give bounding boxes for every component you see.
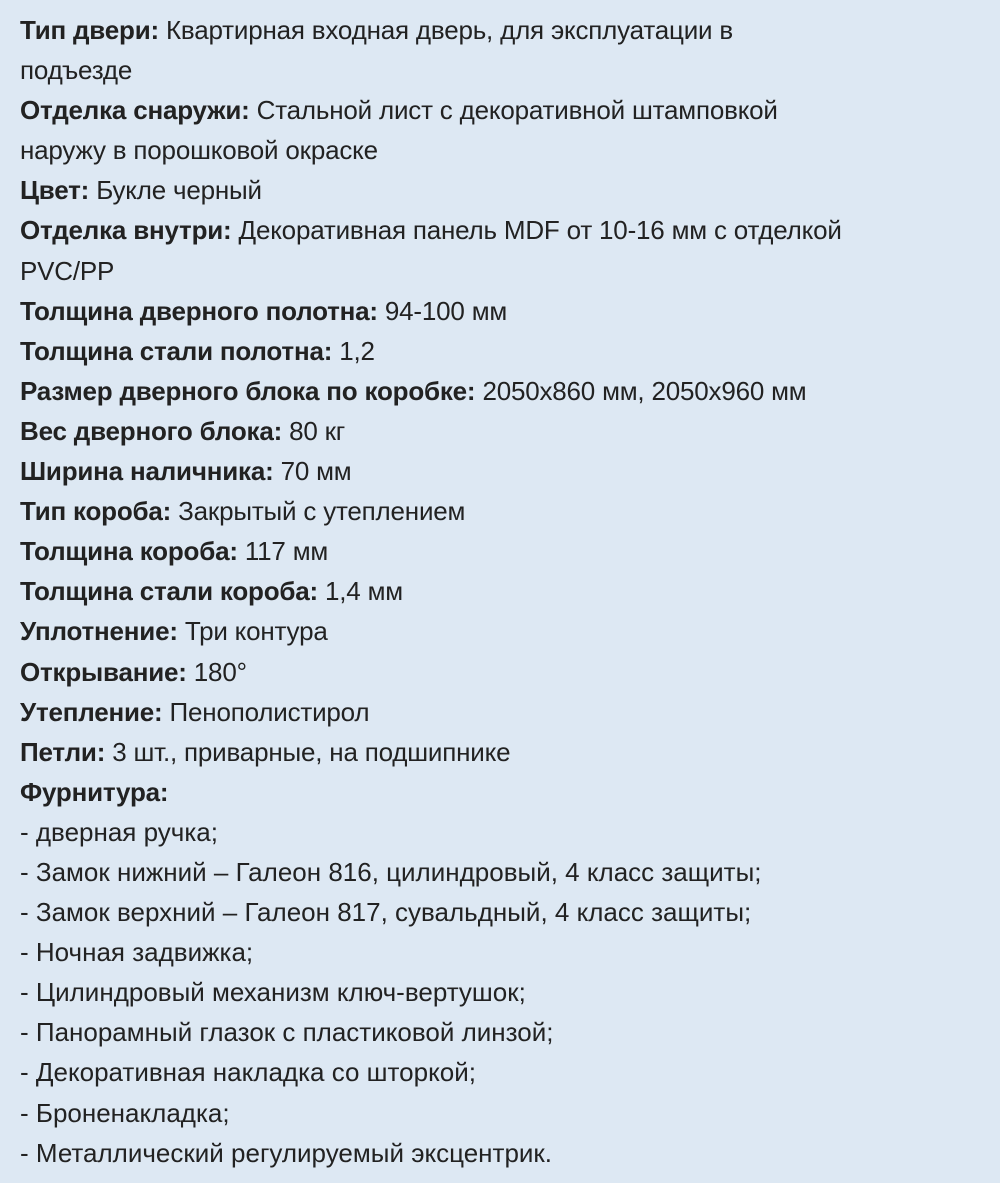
spec-label: Цвет: bbox=[20, 175, 90, 206]
spec-block-weight bbox=[20, 411, 980, 451]
spec-label: Уплотнение: bbox=[20, 616, 178, 647]
spec-door-type-continued: подъезде bbox=[20, 55, 133, 86]
spec-label: Толщина короба: bbox=[20, 536, 238, 567]
spec-value: Закрытый с утеплением bbox=[178, 496, 466, 527]
spec-value: 117 мм bbox=[244, 536, 329, 567]
spec-label: Толщина дверного полотна: bbox=[20, 295, 378, 326]
spec-value: 1,2 bbox=[339, 335, 375, 366]
spec-value: 1,4 мм bbox=[325, 576, 403, 607]
hardware-item: - Металлический регулируемый эксцентрик. bbox=[20, 1137, 553, 1168]
spec-label: Отделка снаружи: bbox=[20, 95, 250, 126]
spec-value: 3 шт., приварные, на подшипнике bbox=[112, 736, 511, 767]
spec-color bbox=[20, 170, 980, 210]
spec-label: Петли: bbox=[20, 736, 106, 767]
hardware-title: Фурнитура: bbox=[20, 776, 169, 807]
spec-label: Отделка внутри: bbox=[20, 215, 232, 246]
spec-value: Пенополистирол bbox=[169, 696, 370, 727]
spec-hinges bbox=[20, 732, 980, 772]
hardware-item: - Цилиндровый механизм ключ-вертушок; bbox=[20, 977, 526, 1008]
spec-seal bbox=[20, 611, 980, 651]
spec-insulation bbox=[20, 692, 980, 732]
spec-outer-finish bbox=[20, 90, 980, 130]
spec-value: Стальной лист с декоративной штамповкой bbox=[256, 95, 778, 126]
spec-leaf-thickness bbox=[20, 291, 980, 331]
spec-value: 180° bbox=[193, 656, 247, 687]
spec-frame-thickness bbox=[20, 531, 980, 571]
spec-outer-finish-continued: наружу в порошковой окраске bbox=[20, 135, 378, 166]
spec-label: Утепление: bbox=[20, 696, 163, 727]
spec-label: Тип короба: bbox=[20, 496, 172, 527]
spec-label: Толщина стали полотна: bbox=[20, 335, 333, 366]
spec-label: Тип двери: bbox=[20, 15, 159, 45]
spec-casing-width bbox=[20, 451, 980, 491]
spec-frame-steel-thickness bbox=[20, 571, 980, 611]
spec-value: Букле черный bbox=[96, 175, 262, 206]
spec-opening bbox=[20, 652, 980, 692]
spec-inner-finish bbox=[20, 210, 980, 250]
hardware-item: - дверная ручка; bbox=[20, 816, 218, 847]
spec-leaf-steel-thickness bbox=[20, 331, 980, 371]
spec-frame-type bbox=[20, 491, 980, 531]
spec-value: Квартирная входная дверь, для эксплуатации в bbox=[165, 15, 733, 45]
hardware-item: - Замок верхний – Галеон 817, сувальдный, 4 класс защиты; bbox=[20, 897, 752, 928]
hardware-item: - Декоративная накладка со шторкой; bbox=[20, 1057, 476, 1088]
hardware-item: - Панорамный глазок с пластиковой линзой; bbox=[20, 1017, 554, 1048]
hardware-heading bbox=[20, 772, 980, 812]
spec-label: Размер дверного блока по коробке: bbox=[20, 375, 476, 406]
spec-value: 94-100 мм bbox=[384, 295, 508, 326]
spec-label: Открывание: bbox=[20, 656, 187, 687]
spec-value: 70 мм bbox=[280, 456, 352, 487]
spec-door-type bbox=[20, 10, 980, 50]
hardware-item: - Замок нижний – Галеон 816, цилиндровый, 4 класс защиты; bbox=[20, 856, 762, 887]
spec-label: Ширина наличника: bbox=[20, 456, 274, 487]
spec-value: Декоративная панель MDF от 10-16 мм с отделкой bbox=[238, 215, 842, 246]
spec-label: Вес дверного блока: bbox=[20, 415, 283, 446]
spec-block-size bbox=[20, 371, 980, 411]
spec-value: 80 кг bbox=[289, 415, 346, 446]
spec-label: Толщина стали короба: bbox=[20, 576, 318, 607]
spec-value: 2050х860 мм, 2050х960 мм bbox=[482, 375, 807, 406]
hardware-item: - Ночная задвижка; bbox=[20, 937, 254, 968]
spec-value: Три контура bbox=[184, 616, 328, 647]
spec-inner-finish-continued: PVC/PP bbox=[20, 255, 115, 286]
hardware-item: - Броненакладка; bbox=[20, 1097, 230, 1128]
